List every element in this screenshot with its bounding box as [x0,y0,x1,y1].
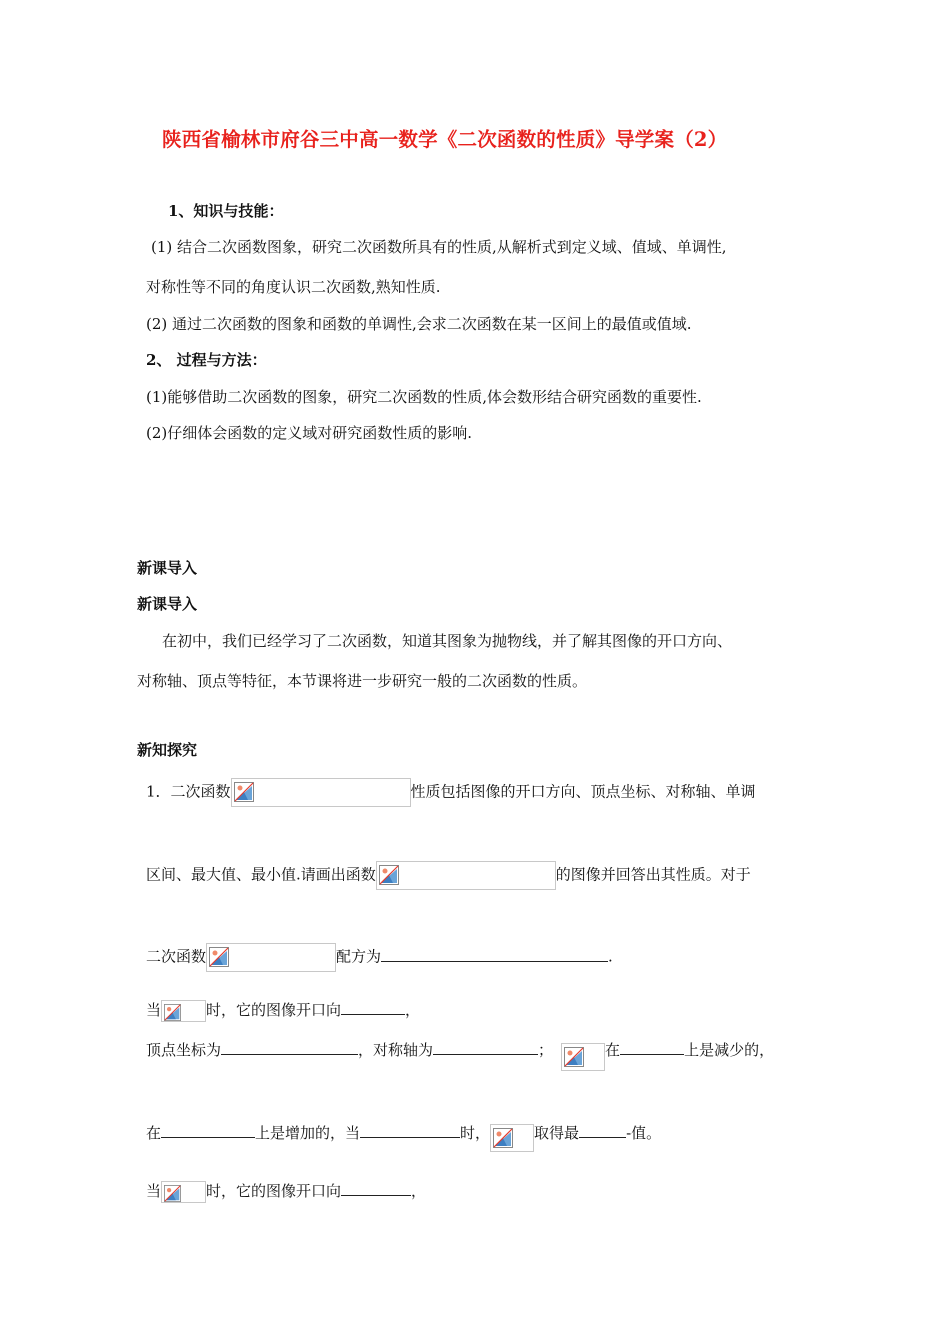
formula-image [206,943,336,972]
broken-image-icon [164,1185,181,1202]
section-heading-process: 2、 过程与方法： [146,351,267,369]
answer-blank[interactable] [360,1123,460,1138]
paragraph: (2)仔细体会函数的定义域对研究函数性质的影响. [146,424,473,442]
broken-image-icon [164,1004,181,1021]
exercise-line: 当 时，它的图像开口向 ， [146,999,420,1022]
formula-image [490,1124,534,1152]
answer-blank[interactable] [381,947,608,962]
paragraph: 对称性等不同的角度认识二次函数,熟知性质. [146,278,441,296]
exercise-line: 在 上是增加的，当 时， 取得最 -值。 [146,1120,661,1148]
answer-blank[interactable] [221,1040,358,1055]
section-heading-intro: 新课导入 [137,595,198,613]
paragraph: (1) 结合二次函数图象，研究二次函数所具有的性质,从解析式到定义域、值域、单调性, [151,238,727,256]
answer-blank[interactable] [433,1040,538,1055]
paragraph: 对称轴、顶点等特征，本节课将进一步研究一般的二次函数的性质。 [137,672,588,690]
exercise-line: 顶点坐标为 ，对称轴为 ； 在 上是减少的， [146,1037,774,1065]
paragraph: (2) 通过二次函数的图象和函数的单调性,会求二次函数在某一区间上的最值或值域. [146,315,692,333]
answer-blank[interactable] [620,1040,684,1055]
broken-image-icon [209,947,229,967]
formula-image [231,778,411,807]
section-heading-intro: 新课导入 [137,559,198,577]
formula-image [376,861,556,890]
answer-blank[interactable] [341,1000,405,1015]
paragraph: 在初中，我们已经学习了二次函数，知道其图象为抛物线，并了解其图像的开口方向、 [162,632,733,650]
page-title: 陕西省榆林市府谷三中高一数学《二次函数的性质》导学案（2） [162,128,728,151]
answer-blank[interactable] [579,1123,626,1138]
exercise-line: 当 时，它的图像开口向 ， [146,1180,426,1203]
broken-image-icon [564,1047,584,1067]
exercise-line: 1．二次函数 性质包括图像的开口方向、顶点坐标、对称轴、单调 [146,778,756,807]
formula-image [161,1000,206,1022]
answer-blank[interactable] [341,1181,411,1196]
formula-image [561,1043,605,1071]
broken-image-icon [379,865,399,885]
exercise-line: 区间、最大值、最小值.请画出函数 的图像并回答出其性质。对于 [146,861,751,890]
exercise-line: 二次函数 配方为 . [146,943,613,972]
section-heading-knowledge: 1、知识与技能： [168,202,284,220]
section-heading-explore: 新知探究 [137,741,198,759]
broken-image-icon [234,782,254,802]
answer-blank[interactable] [161,1123,255,1138]
paragraph: (1)能够借助二次函数的图象，研究二次函数的性质,体会数形结合研究函数的重要性. [146,388,702,406]
formula-image [161,1181,206,1203]
broken-image-icon [493,1128,513,1148]
